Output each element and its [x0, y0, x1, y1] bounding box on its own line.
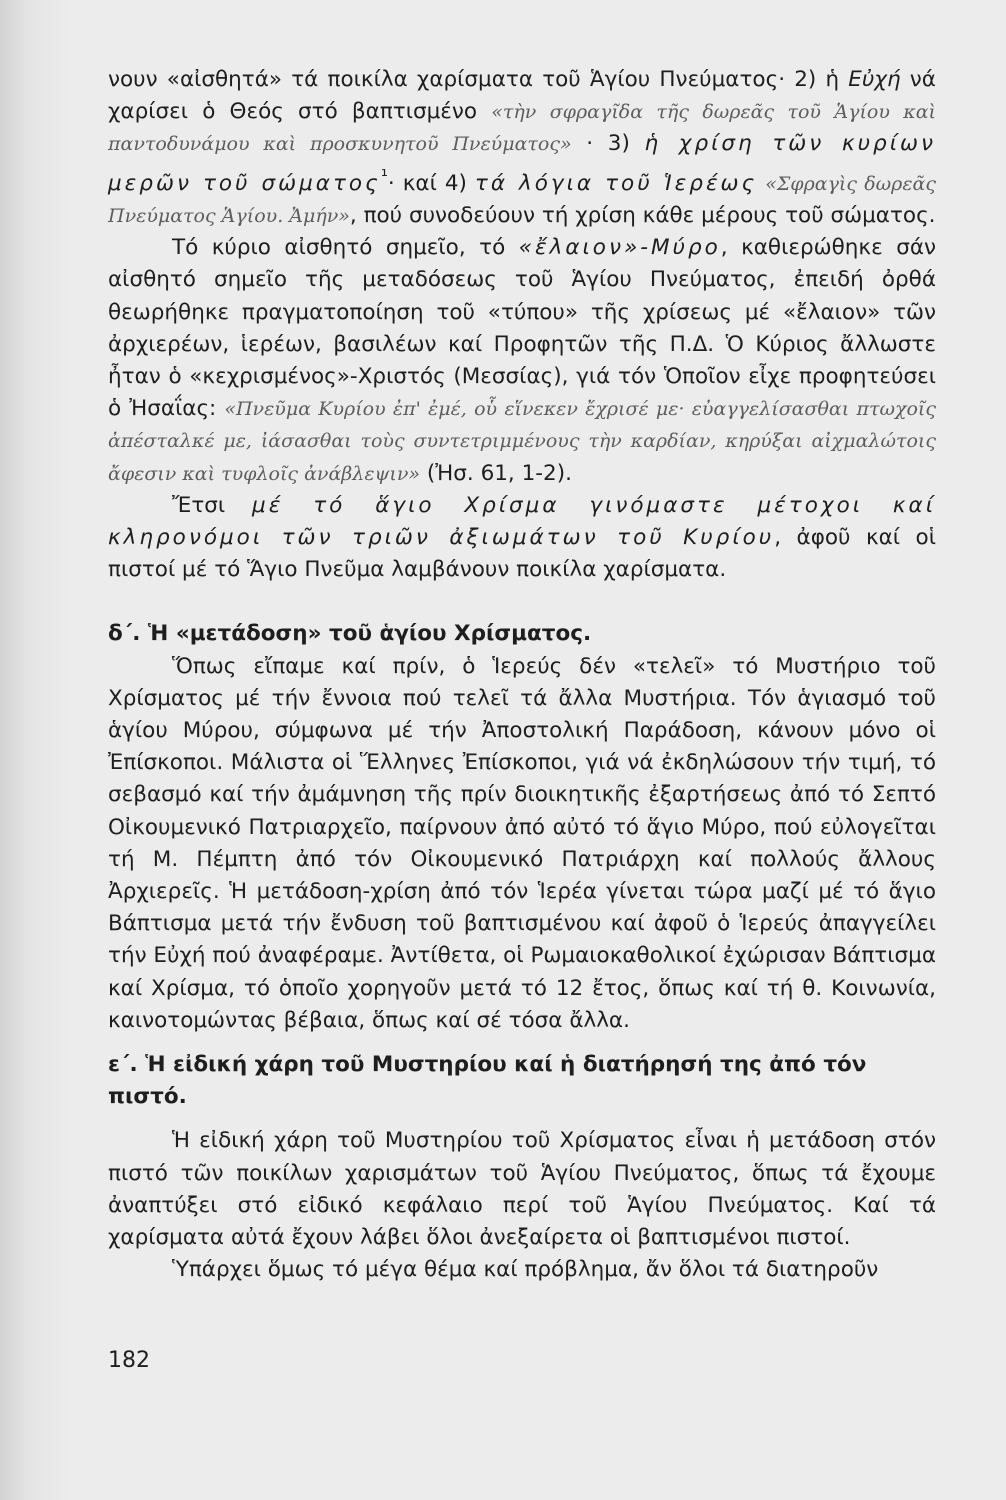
text-run: , ἀφοῦ καί οἱ πιστοί μέ τό Ἅγιο Πνεῦμα λαμβάνουν ποικίλα χαρίσματα.	[108, 525, 936, 583]
text-run: · 3)	[571, 131, 645, 157]
emphasis-three-offices: μέ τό ἅγιο Χρίσμα γινόμαστε μέτοχοι καί κληρονόμοι τῶν τριῶν ἀξιωμάτων τοῦ Κυρίου	[108, 492, 937, 550]
emphasis-oil-myron: «ἔλαιον»-Μύρο	[518, 235, 721, 261]
text-run: Ἔτσι	[172, 492, 253, 518]
paragraph-myron	[108, 232, 936, 490]
section-heading-d: δ΄. Ἡ «μετάδοση» τοῦ ἁγίου Χρίσματος.	[108, 621, 592, 647]
text-run: Τό κύριο αἰσθητό σημεῖο, τό	[172, 235, 519, 261]
paragraph-problem: Ὑπάρχει ὅμως τό μέγα θέμα καί πρόβλημα, ἄν ὅλοι τά διατηροῦν	[172, 1257, 879, 1283]
text-run: , πού συνοδεύουν τή χρίση κάθε μέρους τοῦ σώματος.	[349, 202, 936, 228]
paragraph-sacrament-elements	[108, 64, 936, 232]
page-gutter-shadow	[0, 0, 70, 1500]
emphasis-priest-words: τά λόγια τοῦ Ἱερέως	[474, 170, 758, 196]
footnote-ref: ¹	[380, 165, 388, 187]
paragraph-special-grace: Ἡ εἰδική χάρη τοῦ Μυστηρίου τοῦ Χρίσματος εἶναι ἡ μετάδοση στόν πιστό τῶν ποικίλων χαρισμάτων τοῦ Ἁγίου Πνεύματος, ὅπως τά ἔχουμε ἀναπτύξει στό εἰδικό κεφάλαιο περί τοῦ Ἁγίου Πνεύματος. Καί τά χαρίσματα αὐτά ἔχουν λάβει ὅλοι ἀνεξαίρετα οἱ βαπτισμένοι πιστοί.	[108, 1128, 936, 1251]
paragraph-transmission: Ὅπως εἴπαμε καί πρίν, ὁ Ἱερεύς δέν «τελεῖ» τό Μυστήριο τοῦ Χρίσματος μέ τήν ἔννοια πού τελεῖ τά ἄλλα Μυστήρια. Τόν ἁγιασμό τοῦ ἁγίου Μύρου, σύμφωνα μέ τήν Ἀποστολική Παράδοση, κάνουν μόνο οἱ Ἐπίσκοποι. Μάλιστα οἱ Ἕλληνες Ἐπίσκοποι, γιά νά ἐκδηλώσουν τήν τιμή, τό σεβασμό καί τήν ἀμάμνηση τῆς πρίν διοικητικῆς ἐξαρτήσεως ἀπό τό Σεπτό Οἰκουμενικό Πατριαρχεῖο, παίρνουν ἀπό αὐτό τό ἅγιο Μύρο, πού εὐλογεῖται τή Μ. Πέμπτη ἀπό τόν Οἰκουμενικό Πατριάρχη καί πολλούς ἄλλους Ἀρχιερεῖς. Ἡ μετάδοση-χρίση ἀπό τόν Ἱερέα γίνεται τώρα μαζί μέ τό ἅγιο Βάπτισμα μετά τήν ἔνδυση τοῦ βαπτισμένου καί ἀφοῦ ὁ Ἱερεύς ἀπαγγείλει τήν Εὐχή πού ἀναφέραμε. Ἀντίθετα, οἱ Ρωμαιοκαθολικοί ἐχώρισαν Βάπτισμα καί Χρίσμα, τό ὁποῖο χορηγοῦν μετά τό 12 ἔτος, ὅπως καί τή θ. Κοινωνία, καινοτομώντας βέβαια, ὅπως καί σέ τόσα ἄλλα.	[108, 653, 936, 1033]
page-number: 182	[108, 1348, 150, 1373]
citation: (Ἠσ. 61, 1-2).	[420, 460, 572, 486]
section-heading-e: ε΄. Ἡ εἰδική χάρη τοῦ Μυστηρίου καί ἡ διατήρησή της ἀπό τόν πιστό.	[108, 1052, 867, 1110]
text-run: · καί 4)	[387, 170, 475, 196]
text-run: νά χαρίσει ὁ Θεός στό βαπτισμένο	[108, 67, 936, 125]
text-run	[757, 171, 765, 196]
emphasis-anointing: ἡ χρίση τῶν κυρίων μερῶν τοῦ σώματος	[108, 131, 936, 196]
paragraph-participants	[108, 490, 936, 587]
liturgical-quote: «Σφραγὶς δωρεᾶς Πνεύματος Ἁγίου. Ἀμήν»	[108, 172, 936, 227]
emphasis-prayer: Εὐχή	[848, 67, 901, 92]
text-run: , καθιερώθηκε σάν αἰσθητό σημεῖο τῆς μεταδόσεως τοῦ Ἁγίου Πνεύματος, ἐπειδή ὀρθά θεωρήθηκε πραγματοποίηση τοῦ «τύπου» τῆς χρίσεως μέ «ἔλαιον» τῶν ἀρχιερέων, ἱερέων, βασιλέων καί Προφητῶν τῆς Π.Δ. Ὁ Κύριος ἄλλωστε ἦταν ὁ «κεχρισμένος»-Χριστός (Μεσσίας), γιά τόν Ὁποῖον εἶχε προφητεύσει ὁ Ἠσαΐας:	[108, 235, 936, 422]
text-run: νουν «αἰσθητά» τά ποικίλα χαρίσματα τοῦ Ἁγίου Πνεύματος· 2) ἡ	[108, 67, 849, 92]
liturgical-quote: «τὴν σφραγῖδα τῆς δωρεᾶς τοῦ Ἁγίου καὶ παντοδυνάμου καὶ προσκυνητοῦ Πνεύματος»	[108, 101, 936, 156]
text-block	[108, 64, 936, 1286]
isaiah-quote: «Πνεῦμα Κυρίου ἐπ' ἐμέ, οὗ εἵνεκεν ἔχρισέ με· εὐαγγελίσασθαι πτωχοῖς ἀπέσταλκέ με, ἰάσασθαι τοὺς συντετριμμένους τὴν καρδίαν, κηρύξαι αἰχμαλώτοις ἄφεσιν καὶ τυφλοῖς ἀνάβλεψιν»	[108, 398, 936, 485]
